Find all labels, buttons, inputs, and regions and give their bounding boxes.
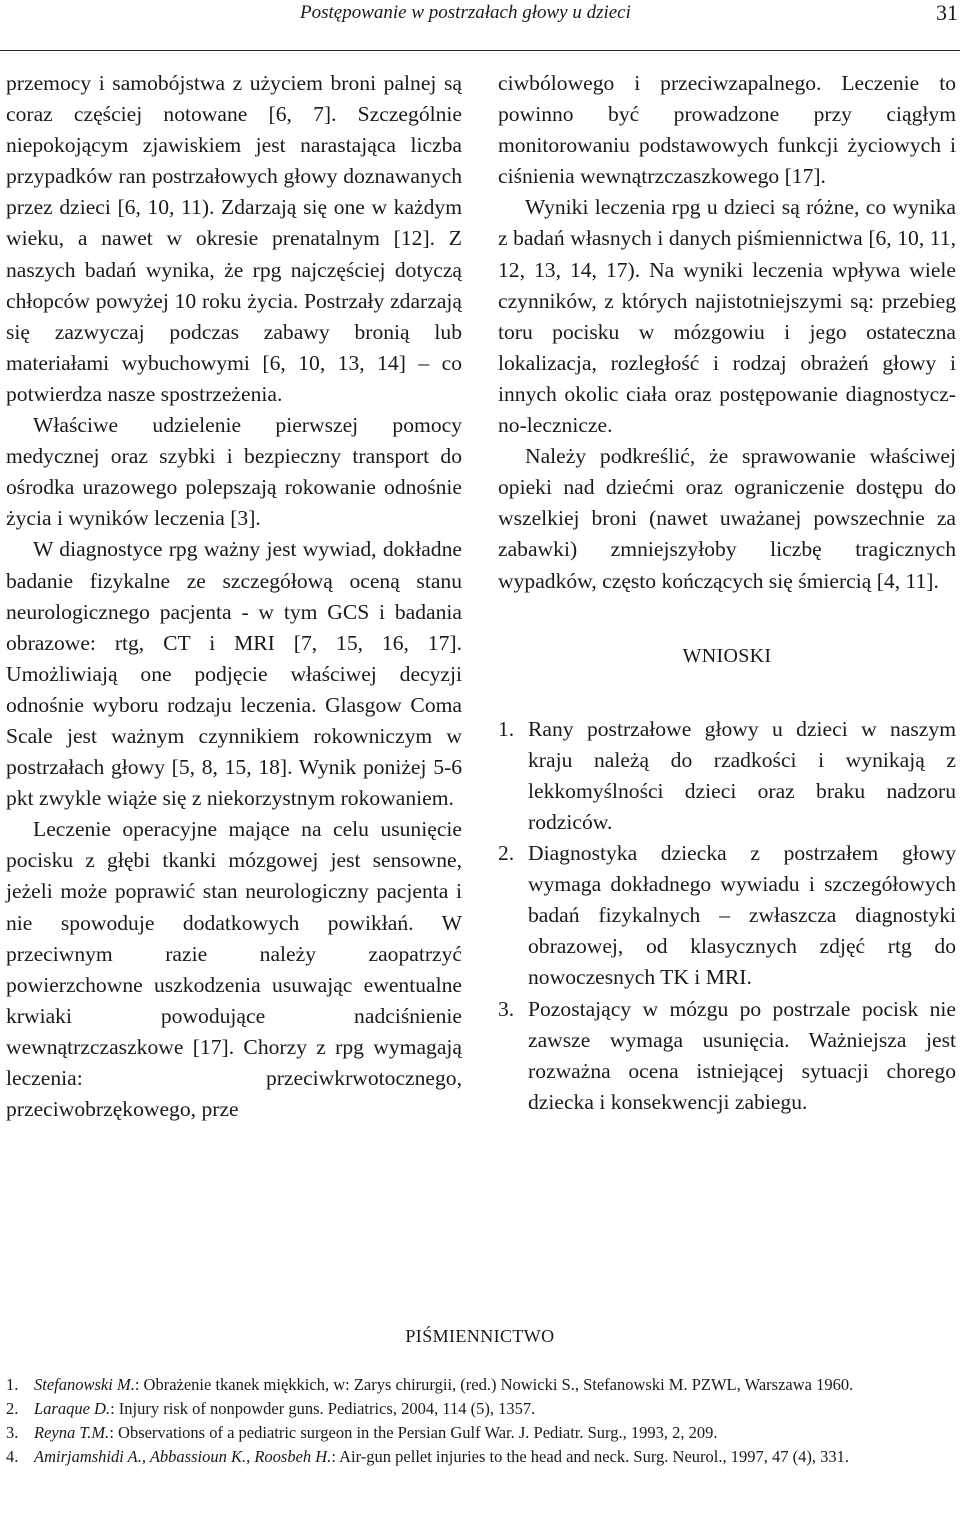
section-title-conclusions: WNIOSKI <box>682 644 772 667</box>
reference-number: 2. <box>6 1399 19 1418</box>
conclusion-text: Diagnostyka dziecka z postrzałem głowy wymaga dokładnego wywiadu i szczegółowych badań fizykalnych – zwłaszcza diagnostyki obrazowej, od klasycznych zdjęć rtg do nowoczesnych TK i MRI. <box>528 841 956 990</box>
conclusion-number: 2. <box>498 841 515 866</box>
reference-item <box>6 1374 956 1396</box>
reference-text: : Injury risk of nonpowder guns. Pediatrics, 2004, 114 (5), 1357. <box>110 1399 536 1418</box>
body-paragraph: Leczenie operacyjne mające na celu usunięcie pocisku z głębi tkanki mózgowej jest sensowne, jeżeli może poprawić stan neurologiczny pacjenta i nie spowoduje dodatkowych powikłań. W przeciwnym razie należy zaopatrzyć powierzchowne uszkodzenia usuwając ewentualne krwiaki powodujące nadciśnienie wewnątrzczaszkowe [17]. Chorzy z rpg wymagają leczenia: przeciwkrwotocznego, przeciwobrzękowego, prze <box>6 817 462 1122</box>
body-paragraph: ciwbólowego i przeciwzapalnego. Leczenie to powinno być prowadzone przy ciągłym monitorowaniu podstawowych funkcji życiowych i ciśnienia wewnątrzczaszkowego [17]. <box>498 71 956 189</box>
reference-text: : Air-gun pellet injuries to the head and neck. Surg. Neurol., 1997, 47 (4), 331. <box>331 1447 849 1466</box>
reference-text: : Observations of a pediatric surgeon in the Persian Gulf War. J. Pediatr. Surg., 1993, 2, 209. <box>109 1423 718 1442</box>
reference-number: 1. <box>6 1375 19 1394</box>
references-title: PIŚMIENNICTWO <box>405 1326 555 1346</box>
body-paragraph: Należy podkreślić, że sprawowanie właściwej opieki nad dziećmi oraz ograniczenie dostępu do wszelkiej broni (nawet uważanej powszechnie za zabawki) zmniejszyłoby liczbę tragicznych wypadków, często kończących się śmiercią [4, 11]. <box>498 444 956 593</box>
running-title: Postępowanie w postrzałach głowy u dzieci <box>300 2 631 23</box>
conclusion-text: Pozostający w mózgu po postrzale pocisk nie zawsze wymaga usunięcia. Ważniejsza jest rozważna ocena istniejącej sytuacji chorego dziecka i konsekwencji zabiegu. <box>528 996 956 1114</box>
reference-number: 3. <box>6 1423 19 1442</box>
reference-authors: Reyna T.M. <box>34 1423 110 1442</box>
reference-number: 4. <box>6 1447 19 1466</box>
reference-item <box>6 1422 956 1444</box>
page-header <box>0 0 960 51</box>
right-column <box>498 68 956 1118</box>
body-paragraph: Wyniki leczenia rpg u dzieci są różne, co wynika z badań własnych i danych piśmiennictwa [6, 10, 11, 12, 13, 14, 17). Na wyniki leczenia wpływa wiele czynników, z których najistotniejszymi są: przebieg toru pocisku w mózgowiu i jego ostateczna lokalizacja, rozległość i rodzaj obrażeń głowy i innych okolic ciała oraz postępowanie diagnostyczno-lecznicze. <box>498 195 956 438</box>
reference-item <box>6 1398 956 1420</box>
conclusion-item <box>498 838 956 993</box>
reference-text: : Obrażenie tkanek miękkich, w: Zarys chirurgii, (red.) Nowicki S., Stefanowski M. PZWL, Warszawa 1960. <box>134 1375 854 1394</box>
conclusion-number: 3. <box>498 996 515 1021</box>
conclusions-list <box>498 714 956 1118</box>
reference-item <box>6 1446 956 1468</box>
page-number: 31 <box>936 0 958 25</box>
conclusion-item <box>498 714 956 838</box>
conclusion-item <box>498 994 956 1118</box>
body-paragraph: przemocy i samobójstwa z użyciem broni palnej są coraz częściej notowane [6, 7]. Szczególnie niepokojącym zjawiskiem jest narastająca liczba przypadków ran postrzałowych głowy doznawanych przez dzieci [6, 10, 11). Zdarzają się one w każdym wieku, a nawet w okresie prenatalnym [12]. Z naszych badań wynika, że rpg najczęściej dotyczą chłopców powyżej 10 roku życia. Postrzały zdarzają się zazwyczaj podczas zabawy bronią lub materiałami wybuchowymi [6, 10, 13, 14] – co potwierdza nasze spostrzeżenia. <box>6 71 462 406</box>
left-column <box>6 68 462 1125</box>
body-paragraph: Właściwe udzielenie pierwszej pomocy medycznej oraz szybki i bezpieczny transport do ośrodka urazowego polepszają rokowanie odnośnie życia i wyników leczenia [3]. <box>6 413 462 531</box>
references-list <box>6 1374 956 1470</box>
reference-authors: Amirjamshidi A., Abbassioun K., Roosbeh H. <box>34 1447 332 1466</box>
conclusion-text: Rany postrzałowe głowy u dzieci w naszym kraju należą do rzadkości i wynikają z lekkomyślności dzieci oraz braku nadzoru rodziców. <box>528 716 956 834</box>
conclusion-number: 1. <box>498 716 515 741</box>
body-paragraph: W diagnostyce rpg ważny jest wywiad, dokładne badanie fizykalne ze szczegółową oceną stanu neurologicznego pacjenta - w tym GCS i badania obrazowe: rtg, CT i MRI [7, 15, 16, 17]. Umożliwiają one podjęcie właściwej decyzji odnośnie wyboru rodzaju leczenia. Glasgow Coma Scale jest ważnym czynnikiem rokowniczym w postrzałach głowy [5, 8, 15, 18]. Wynik poniżej 5-6 pkt zwykle wiąże się z niekorzystnym rokowaniem. <box>6 537 462 811</box>
reference-authors: Stefanowski M. <box>34 1375 135 1394</box>
reference-authors: Laraque D. <box>34 1399 111 1418</box>
